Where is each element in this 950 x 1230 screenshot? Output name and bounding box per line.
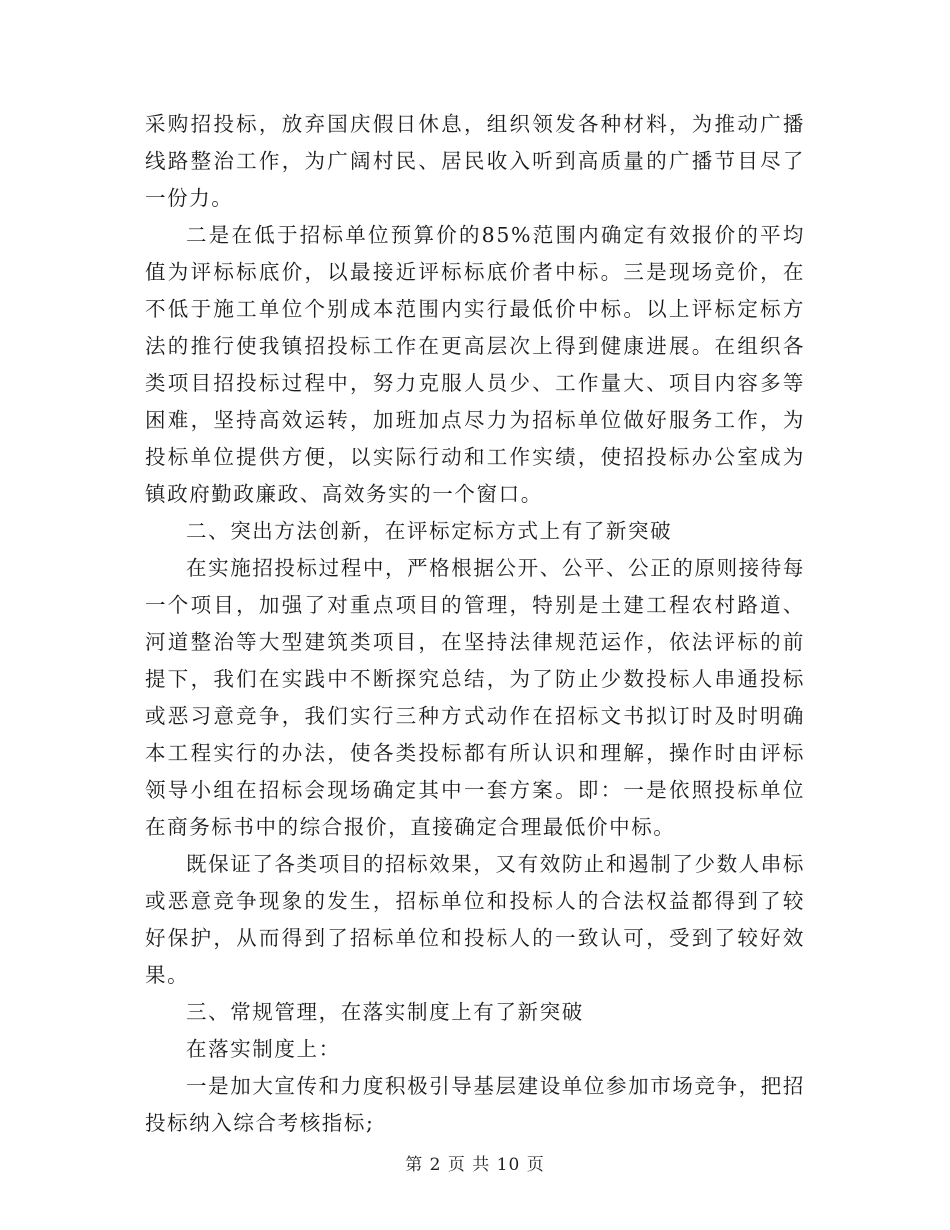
paragraph-5: 在落实制度上：: [186, 1037, 341, 1061]
paragraph-4: 既保证了各类项目的招标效果，又有效防止和遏制了少数人串标或恶意竞争现象的发生，招标单位和投标人的合法权益都得到了较好保护，从而得到了招标单位和投标人的一致认可，受到了较好效果。: [145, 852, 805, 987]
paragraph-6: 一是加大宣传和力度积极引导基层建设单位参加市场竞争，把招投标纳入综合考核指标;: [145, 1074, 805, 1135]
paragraph-1: 采购招投标，放弃国庆假日休息，组织领发各种材料，为推动广播线路整治工作，为广阔村民、居民收入听到高质量的广播节目尽了一份力。: [145, 112, 805, 210]
page-number-footer: 第 2 页 共 10 页: [405, 1155, 545, 1175]
paragraph-3: 在实施招投标过程中，严格根据公开、公平、公正的原则接待每一个项目，加强了对重点项目的管理，特别是土建工程农村路道、河道整治等大型建筑类项目，在坚持法律规范运作，依法评标的前提下，我们在实践中不断探究总结，为了防止少数投标人串通投标或恶习意竞争，我们实行三种方式动作在招标文书拟订时及时明确本工程实行的办法，使各类投标都有所认识和理解，操作时由评标领导小组在招标会现场确定其中一套方案。即：一是依照投标单位在商务标书中的综合报价，直接确定合理最低价中标。: [145, 556, 805, 839]
section-heading-2: 二、突出方法创新，在评标定标方式上有了新突破: [186, 519, 673, 543]
paragraph-2: 二是在低于招标单位预算价的85%范围内确定有效报价的平均值为评标标底价，以最接近评标标底价者中标。三是现场竞价，在不低于施工单位个别成本范围内实行最低价中标。以上评标定标方法的推行使我镇招投标工作在更高层次上得到健康进展。在组织各类项目招投标过程中，努力克服人员少、工作量大、项目内容多等困难，坚持高效运转，加班加点尽力为招标单位做好服务工作，为投标单位提供方便，以实际行动和工作实绩，使招投标办公室成为镇政府勤政廉政、高效务实的一个窗口。: [145, 223, 805, 506]
section-heading-3: 三、常规管理，在落实制度上有了新突破: [186, 1000, 584, 1024]
document-body: [145, 106, 805, 1142]
